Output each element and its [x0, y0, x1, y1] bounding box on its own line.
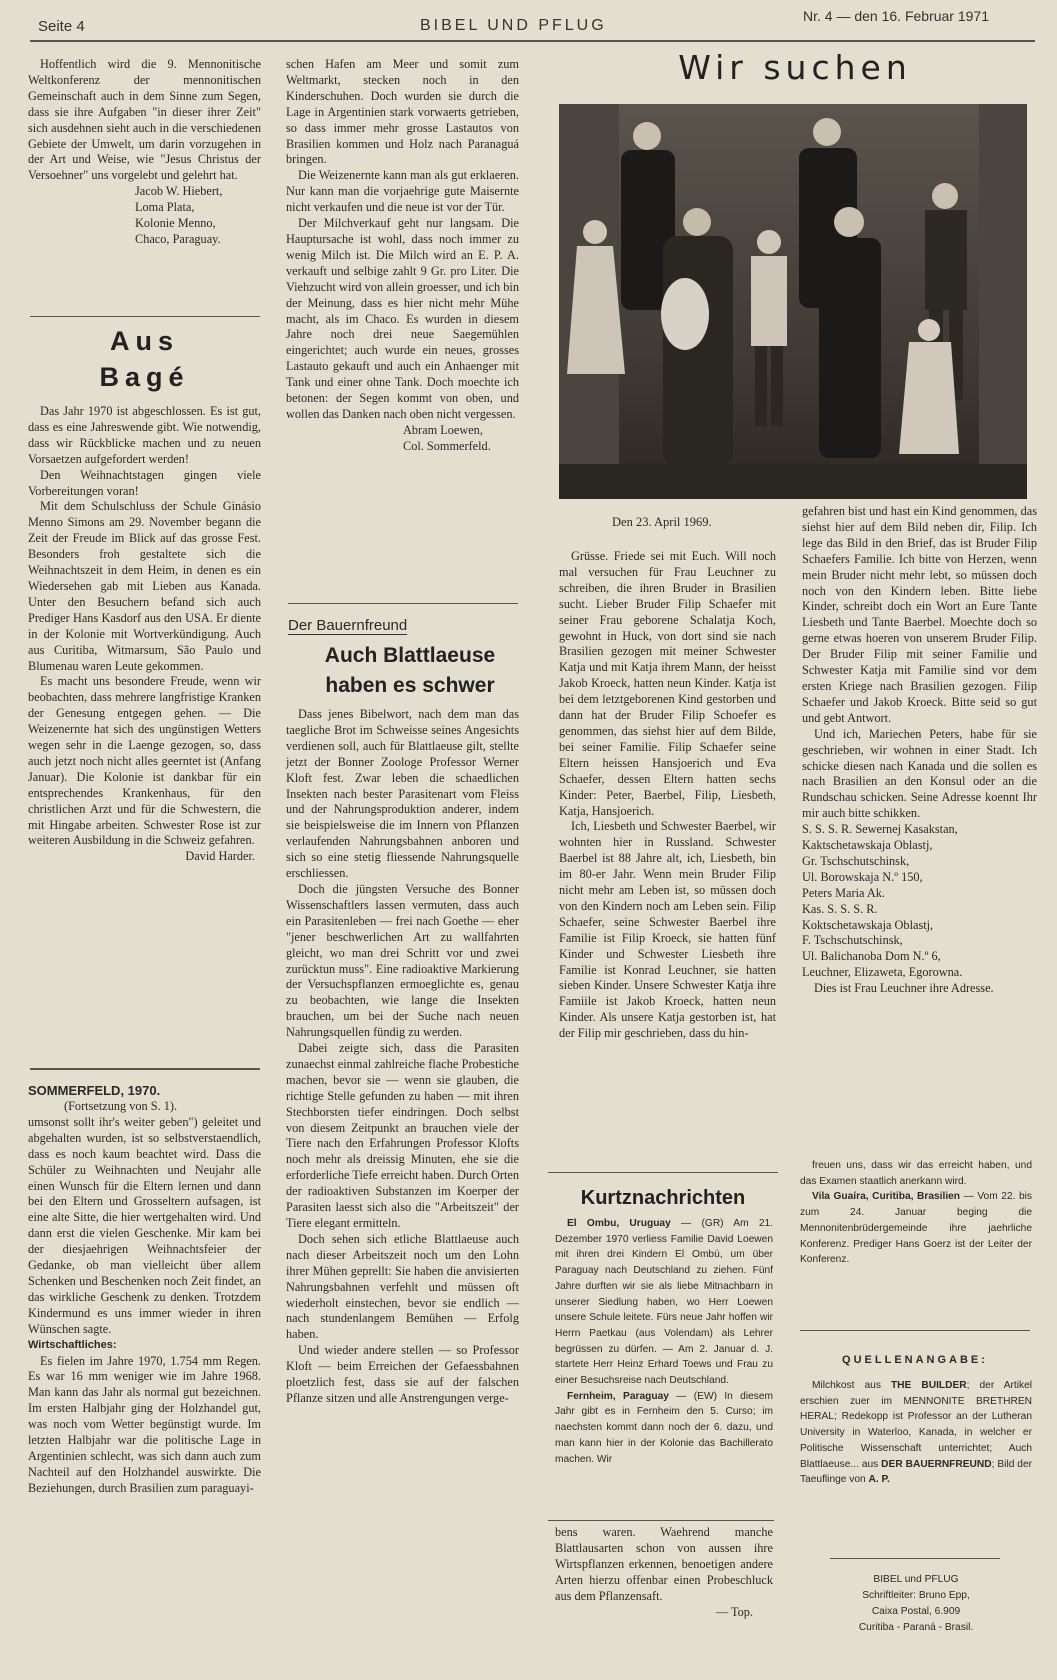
column-1 — [28, 57, 261, 248]
bage-article — [28, 404, 261, 865]
family-photo — [559, 104, 1027, 499]
divider — [288, 603, 518, 604]
news-text: — (GR) Am 21. Dezember 1970 verliess Familie David Loewen mit ihren drei Kindern El Ombú, um über Paraguay nach Deutschland zu ziehen. Fünf Jahre durften wir sie als liebe Mitnachbarn in unserer Siedlung haben, wo Herr Loewen unsere Schule leitete. Fürs neue Jahr hoffen wir Herrn Paetkau (aus Volendam) als Lehrer begrüssen zu dürfen. — Am 2. Januar d. J. startete Herr Heinz Erhard Toews und Frau zu einer Besuchsreise nach Deutschland. — [555, 1218, 773, 1387]
news-place: El Ombu, Uruguay — [567, 1218, 671, 1229]
address-line: Peters Maria Ak. — [802, 885, 885, 900]
paragraph: Es fielen im Jahre 1970, 1.754 mm Regen. Es war 16 mm weniger wie im Jahre 1968. Man kann das Jahr als normal gut bezeichnen. Im ersten Halbjahr ging der Holzhandel gut, was noch vom Wetter begünstigt wurde. Im letzten Halbjahr war die politische Lage in Argentinien schlecht, was sich dann auch zum Nachteil auf den Holzhandel auswirkte. Die Beziehungen, durch Brasilien zum paraguayi- — [28, 1353, 261, 1495]
page-number: Seite 4 — [38, 18, 85, 35]
intro-paragraph: Hoffentlich wird die 9. Mennonitische Weltkonferenz der mennonitischen Gemeinschaft auch in dem Sinne zum Segen, dass sie ihre Aufgaben "in dieser ihrer Zeit" sich ausdehnen sieht auch in die verschiedenen Gebiete der Umwelt, um darin vorzugehen in der Art und Weise, wie "Jesus Christus der Versoehner" uns vorgelebt und gelehrt hat. — [28, 57, 261, 183]
bage-title-2: Bagé — [99, 362, 190, 392]
address-line: Koktschetawskaja Oblastj, — [802, 917, 934, 932]
subheading: Wirtschaftliches: — [28, 1338, 117, 1351]
signature-line: Kolonie Menno, — [135, 216, 216, 231]
imprint-line: Caixa Postal, 6.909 — [871, 1606, 961, 1617]
photo-caption: Den 23. April 1969. — [612, 515, 712, 529]
issue-date: Nr. 4 — den 16. Februar 1971 — [803, 8, 989, 24]
news-place: Vila Guaíra, Curitiba, Brasilien — [812, 1191, 961, 1203]
address-line: S. S. S. R. Sewernej Kasakstan, — [802, 822, 958, 837]
paragraph: Dass jenes Bibelwort, nach dem man das taegliche Brot im Schweisse seines Angesichts verdienen soll, auch für Blattlaeuse gilt, stellte jetzt der Bonner Zoologe Professor Werner Kloft fest. Zwar leben die schaedlichen Insekten nach bester Parasitenart vom Fleiss und der Nahrungsproduktion anderer, indem sie beispielsweise die im Innern von Pflanzen verlaufenden Nahrungsbahnen anboren und sich so eine stetig fliessende Nahrungsquelle erschliessen. — [286, 707, 519, 881]
divider — [800, 1330, 1030, 1331]
signature-line: Chaco, Paraguay. — [135, 231, 221, 246]
kurznachrichten-col — [555, 1216, 773, 1467]
paragraph: Die Weizenernte kann man als gut erklaeren. Nur kann man die vorjaehrige gute Maisernte nicht verkaufen und die neue ist vor der Tür. — [286, 168, 519, 215]
paragraph: umsonst sollt ihr's weiter geben") geleitet und abgehalten wurden, ist so selbstverstaendlich, dass es noch kaum beachtet wird. Dass die Schüler zu Weihnachten und Neujahr alle einen Wunsch für die Eltern lernen und dann bei den Eltern und Grosseltern aufsagen, ist eine alte Sitte, die hier wertgehalten wird. Und dann erst die vielen Geschenke. Mir kam bei der diesjaehrigen Weihnachtsfeier der Gedanke, ob man vielleicht über allem Schenken und Beschenken noch Zeit findet, an das wirkliche Geschenk zu denken. Trotzdem Kindermund es uns immer wieder in ihren Wünschen sagte. — [28, 1114, 261, 1336]
address-line: Kaktschetawskaja Oblastj, — [802, 838, 933, 853]
address-line: F. Tschschutschinsk, — [802, 933, 903, 948]
wir-suchen-title: Wir suchen — [678, 48, 912, 87]
divider — [548, 1520, 774, 1521]
signature-line: Abram Loewen, — [403, 422, 483, 437]
signature-line: — Top. — [715, 1604, 753, 1619]
masthead: BIBEL UND PFLUG — [420, 17, 607, 34]
imprint — [800, 1572, 1032, 1636]
signature-line: Col. Sommerfeld. — [403, 438, 491, 453]
news-text: freuen uns, dass wir das erreicht haben, und das Examen staatlich anerkann wird. — [800, 1160, 1032, 1187]
divider — [830, 1558, 1000, 1559]
address-line: Kas. S. S. S. R. — [802, 901, 878, 916]
signature-line: Jacob W. Hiebert, — [135, 184, 223, 199]
paragraph: Dabei zeigte sich, dass die Parasiten zunaechst einmal zahlreiche flache Probestiche machen, bevor sie — wenn sie glauben, die richtige Stelle gefunden zu haben — mit ihren Stechborsten tiefer eindringen. Doch selbst von diesem Zeitpunkt an brauchen viele der Tiere nach den Erfahrungen Professor Klofts noch mehr als dreissig Minuten, ehe sie die erforderliche Tiefe erreicht haben. Durch Orten der radioaktiven Substanzen im Koerper der Parasiten laesst sich also die "Arbeitszeit" der Tiere elegant ermitteln. — [286, 1041, 519, 1230]
news-place: Fernheim, Paraguay — [567, 1390, 669, 1402]
blattlaeuse-title-2: haben es schwer — [325, 674, 495, 697]
paragraph: Und ich, Mariechen Peters, habe für sie geschrieben, wir wohnen in einer Stadt. Ich schicke diesen nach Kanada und die sollen es nach Brasilien an den Konsul oder an die Rundschau schicken. Seine Adresse koennt Ihr mir auch bitte schikken. — [802, 726, 1037, 821]
sommerfeld-title: SOMMERFELD, 1970. — [28, 1083, 161, 1098]
quellenangabe-title: QUELLENANGABE: — [842, 1354, 988, 1366]
family-photo-graphic — [559, 104, 1027, 499]
wir-suchen-col-a — [559, 549, 776, 1042]
imprint-line: Curitiba - Paraná - Brasil. — [858, 1622, 974, 1633]
text: A. P. — [868, 1474, 890, 1486]
header-rule — [30, 40, 1035, 42]
divider — [30, 1068, 260, 1070]
paragraph: Und wieder andere stellen — so Professor Kloft — beim Erreichen der Gefaessbahnen ploetzlich fest, dass sie auf der falschen Pflanze sitzen und alle Anstrengungen verge- — [286, 1343, 519, 1405]
text: Milchkost aus — [812, 1380, 891, 1391]
paragraph: Grüsse. Friede sei mit Euch. Will noch mal versuchen für Frau Leuchner zu schreiben, die ihren Bruder in Brasilien sucht. Lieber Bruder Filip Schaefer mit seiner Frau geborene Schalatja Koch, gewohnt in Huck, von dort sind sie nach Brasilien gezogen mit meiner Schwester Katja und mit Katja ihrem Mann, der heisst Jakob Kroeck, hatten neun Kinder. Katja ist bei dem letztgeborenen Kind gestorben und dann hat der Bruder Filip Schoefer es genommen, das siehst hier auf dem Bilde, bei seiner Familie. Filip Schaefer seine Eltern heissen Hansjoerich und Eva Schaefer, dessen Eltern hatten sechs Kinder: Peter, Baerbel, Filip, Liesbeth, Katja, Hansjoerich. — [559, 549, 776, 818]
text: THE BUILDER — [890, 1380, 967, 1391]
paragraph: Doch die jüngsten Versuche des Bonner Wissenschaftlers lassen vermuten, dass auch ein Parasitenleben — frei nach Goethe — eher "jener beschwerlichen Art zu wallfahrten gleicht, wo man drei Schritt vor und zwei zurücktun muss". Eine radioaktive Markierung der Versuchspflanzen ermoeglichte es, genau zu beobachten, wie lange die Insekten brauchen, um bei der Suche nach neuen Nahrungsquellen fündig zu werden. — [286, 881, 519, 1040]
news-text: — Vom 22. bis zum 24. Januar beging die Mennonitenbrüdergemeinde ihre jaehrliche Konferenz. Prediger Hans Goerz ist der Leiter der Konferenz. — [800, 1191, 1032, 1266]
paragraph: gefahren bist und hast ein Kind genommen, das siehst hier auf dem Bild neben dir, Filip. Ich lege das Bild in den Brief, das ist Bruder Filip Schaefers Familie. Ich bitte von Herzen, wenn mein Bruder nicht mehr lebt, so müssen doch noch von den Kindern leben. Bitte liebe Kinder, schreibt doch ein Wort an Eure Tante Liesbeth und Tante Baerbel. Moechte doch so gerne etwas hoeren von unserem Bruder Filip. Der Bruder Filip mit seiner Familie und Schwester Katja mit Familie sind vor dem ersten Kriege nach Brasilien gezogen. Filip Schaefer und Jakob Kroeck. Bitte seid so gut und gebt Antwort. — [802, 504, 1037, 725]
paragraph: Ich, Liesbeth und Schwester Baerbel, wir wohnten hier in Russland. Schwester Baerbel ist 88 Jahre alt, ich, Liesbeth, bin im 80-er Jahr. Wenn mein Bruder Filip nicht mehr am Leben ist, so müssen doch von den Kindern noch am Leben sein. Filip Schaefer, seine Schwester Baerbel ihre Familie ist Filip Kroeck, sie hatten fünf Kinder und Schwester Liesbeth ihre Familie ist Konrad Leuchner, sie hatten sieben Kinder. Unsere Schwester Katja ihre Famiile ist Jakob Kroeck, hatten neun Kinder. Als unsere Katja gestorben ist, hat der Filip mir geschrieben, dass du hin- — [559, 819, 776, 1041]
text: ; Bild der Taeuflinge von — [800, 1458, 1033, 1486]
imprint-line: BIBEL und PFLUG — [873, 1574, 959, 1585]
signature-line: Loma Plata, — [135, 200, 195, 215]
blattlaeuse-title-1: Auch Blattlaeuse — [324, 644, 496, 667]
wir-suchen-col-b — [802, 504, 1037, 997]
paragraph: Mit dem Schulschluss der Schule Ginásio Menno Simons am 29. November begann die Zeit der Freude im Blick auf das grosse Fest. Besonders froh gestaltete sich die Weihnachtszeit in dem Heim, in denen es ein Wiedersehen gab mit Lieben aus Kanada. Unter den Besuchern befand sich auch Prediger Hans Kasdorf aus den USA. Er diente in der Kolonie mit Wortverkündigung. Auch aus Curitiba, Witmarsum, São Paulo und Blumenau waren Leute gekommen. — [28, 499, 261, 673]
paragraph: schen Hafen am Meer und somit zum Weltmarkt, stecken noch in den Kinderschuhen. Doch wurden sie durch die Lage in Argentinien stark vorwaerts getrieben, so dass immer mehr grosse Lastautos von Brasilien kommen und Holz nach Paranaguá bringen. — [286, 57, 519, 167]
text: ; der Artikel erschien zuer im MENNONITE BRETHREN HERAL; Redekopp ist Professor an der Lutheran University in Waterloo, Kanada, in welcher er Politische Wissenschaft unterrichtet; Auch Blattlaeuse... aus — [800, 1380, 1032, 1470]
imprint-line: Schriftleiter: Bruno Epp, — [862, 1590, 970, 1601]
blattlaeuse-article — [286, 707, 519, 1407]
text: DER BAUERNFREUND — [881, 1458, 992, 1470]
sommerfeld-article — [28, 1099, 261, 1497]
column-2 — [286, 57, 519, 455]
section-label: Der Bauernfreund — [288, 617, 408, 634]
paragraph: bens waren. Waehrend manche Blattlausarten schon von aussen ihre Wirtspflanzen erkennen, benoetigen andere Arten hierzu offenbar einen Probeschluck aus dem Pflanzensaft. — [555, 1525, 773, 1603]
paragraph: Den Weihnachtstagen gingen viele Vorbereitungen voran! — [28, 467, 261, 498]
continuation-note: (Fortsetzung von S. 1). — [64, 1099, 178, 1113]
paragraph: Doch sehen sich etliche Blattlaeuse auch nach dieser Arbeitszeit noch um den Lohn ihrer Mühen geprellt: Sie haben die anvisierten Nahrungsbahnen verfehlt und müssen oft wiederholt einstechen, bevor sie endlich — nach stundenlangem Bemühen — Erfolg haben. — [286, 1231, 519, 1342]
kurznachrichten-title: Kurtznachrichten — [580, 1187, 746, 1209]
address-line: Ul. Borowskaja N.º 150, — [802, 869, 923, 884]
quellenangabe-text — [800, 1378, 1032, 1488]
paragraph: Der Milchverkauf geht nur langsam. Die Hauptursache ist wohl, dass noch immer zu wenig Milch ist. Die Milch wird an E. P. A. verkauft und selbige zahlt 9 Gr. pro Liter. Die Viehzucht wird von allein groesser, und ich bin der Meinung, dass es hier nicht mehr Mühe macht, als im Chaco. Es wurden in diesem Jahre noch drei neue Saegemühlen eingerichtet; auch wurde ein neues, grosses Lastauto gekauft und auch ein Anhaenger mit Tank und einer ohne Tank. Doch moechte ich betonen: der Segen kommt von oben, und wollen das Danken nach oben nicht vergessen. — [286, 216, 519, 421]
kurznachrichten-col-2 — [800, 1158, 1032, 1268]
divider — [30, 316, 260, 317]
paragraph: Das Jahr 1970 ist abgeschlossen. Es ist gut, dass es eine Jahreswende gibt. Wie notwendig, dass wir Rückblicke machen und zu neuen Vorsaetzen aufgefordert werden! — [28, 404, 261, 466]
blattlaeuse-continuation — [555, 1525, 773, 1620]
address-line: Ul. Balichanoba Dom N.º 6, — [802, 949, 941, 964]
address-line: Leuchner, Elizaweta, Egorowna. — [802, 965, 963, 980]
paragraph: Dies ist Frau Leuchner ihre Adresse. — [814, 981, 994, 996]
divider — [548, 1172, 778, 1173]
paragraph: Es macht uns besondere Freude, wenn wir beobachten, dass mehrere langfristige Kranken der Genesung entgegen gehen. — Die Weizenernte hat sich des ungünstigen Wetters wegen sehr in die Laenge gezogen, so, dass auch jetzt noch nicht alles geerntet ist (Anfang Januar). Die Kolonie ist dankbar für ein entsprechendes Krankenhaus, für den christlichen Arzt und für die Schwestern, die mit Hingabe arbeiten. Schwester Rose ist zur weiteren Ausbildung in die Schweiz gefahren. — [28, 674, 261, 848]
address-line: Gr. Tschschutschinsk, — [802, 853, 910, 868]
news-text: — (EW) In diesem Jahr gibt es in Fernheim den 5. Curso; im naechsten kommt dann noch der 6. dazu, und man kann hier in der Kolonie das Bachillerato machen. Wir — [555, 1390, 773, 1465]
bage-title-1: Aus — [109, 326, 179, 356]
signature-line: David Harder. — [185, 849, 255, 864]
